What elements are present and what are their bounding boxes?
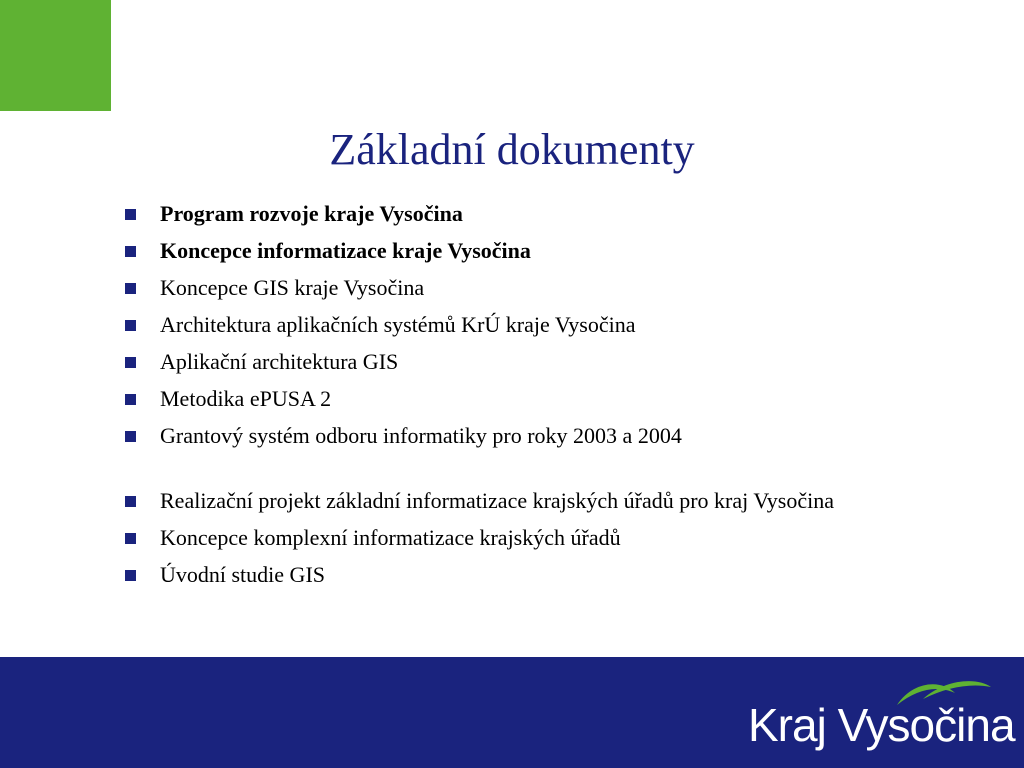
- bullet-text: Metodika ePUSA 2: [160, 386, 332, 411]
- square-bullet-icon: [125, 431, 136, 442]
- bullet-item: [123, 422, 953, 449]
- bullet-text: Koncepce informatizace kraje Vysočina: [160, 238, 531, 263]
- square-bullet-icon: [125, 283, 136, 294]
- bullet-item: [123, 385, 953, 412]
- square-bullet-icon: [125, 570, 136, 581]
- square-bullet-icon: [125, 496, 136, 507]
- bullet-item: [123, 524, 953, 551]
- bullet-text: Realizační projekt základní informatizace krajských úřadů pro kraj Vysočina: [160, 488, 834, 513]
- bullet-text: Architektura aplikačních systémů KrÚ kraje Vysočina: [160, 312, 636, 337]
- bullet-text: Koncepce komplexní informatizace krajských úřadů: [160, 525, 621, 550]
- bullet-item: [123, 348, 953, 375]
- bullet-item: [123, 237, 953, 264]
- slide-title: Základní dokumenty: [329, 125, 695, 174]
- bullet-list: [123, 200, 953, 598]
- bullet-item: [123, 200, 953, 227]
- bullet-item: [123, 561, 953, 588]
- square-bullet-icon: [125, 394, 136, 405]
- green-corner-block: [0, 0, 111, 111]
- square-bullet-icon: [125, 357, 136, 368]
- bullet-item: [123, 274, 953, 301]
- kraj-vysocina-logo: [748, 675, 1015, 755]
- square-bullet-icon: [125, 246, 136, 257]
- bullet-text: Program rozvoje kraje Vysočina: [160, 201, 463, 226]
- logo-wordmark: Kraj Vysočina: [748, 699, 1015, 751]
- bullet-item: [123, 487, 953, 514]
- bullet-text: Koncepce GIS kraje Vysočina: [160, 275, 425, 300]
- bullet-item: [123, 311, 953, 338]
- square-bullet-icon: [125, 320, 136, 331]
- bullet-text: Aplikační architektura GIS: [160, 349, 399, 374]
- square-bullet-icon: [125, 533, 136, 544]
- bullet-text: Úvodní studie GIS: [160, 562, 325, 587]
- bullet-text: Grantový systém odboru informatiky pro roky 2003 a 2004: [160, 423, 682, 448]
- square-bullet-icon: [125, 209, 136, 220]
